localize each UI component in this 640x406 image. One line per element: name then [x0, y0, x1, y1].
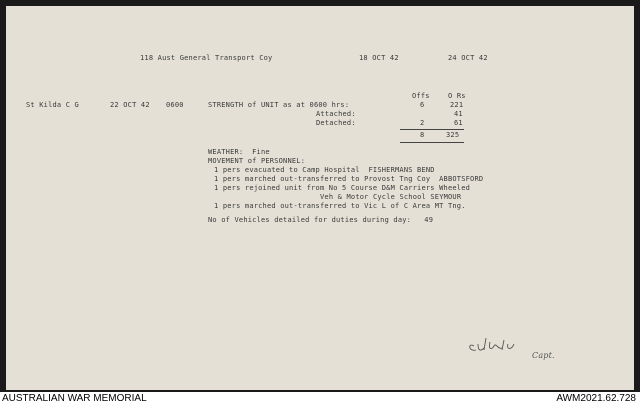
date-to: 24 OCT 42: [448, 54, 488, 62]
col-other-ranks: O Rs: [448, 92, 466, 100]
detached-label: Detached:: [316, 119, 356, 127]
movement-line-3-cont: Veh & Motor Cycle School SEYMOUR: [320, 193, 462, 201]
strength-officers: 6: [420, 101, 425, 109]
signature-rank: Capt.: [532, 351, 555, 360]
movement-heading: MOVEMENT of PERSONNEL:: [208, 157, 306, 165]
footer-archive-name: AUSTRALIAN WAR MEMORIAL: [2, 393, 147, 404]
attached-other-ranks: 41: [454, 110, 463, 118]
total-other-ranks: 325: [446, 131, 460, 139]
col-officers: Offs: [412, 92, 430, 100]
attached-label: Attached:: [316, 110, 356, 118]
total-rule-top: [400, 129, 464, 130]
movement-line-2: 1 pers marched out-transferred to Provost Tng Coy ABBOTSFORD: [214, 175, 484, 183]
entry-date: 22 OCT 42: [110, 101, 150, 109]
vehicles-line: No of Vehicles detailed for duties during day: 49: [208, 216, 434, 224]
date-from: 18 OCT 42: [359, 54, 399, 62]
weather-line: WEATHER: Fine: [208, 148, 270, 156]
unit-name: 118 Aust General Transport Coy: [140, 54, 273, 62]
strength-other-ranks: 221: [450, 101, 464, 109]
entry-time: 0600: [166, 101, 184, 109]
detached-other-ranks: 61: [454, 119, 463, 127]
movement-line-3: 1 pers rejoined unit from No 5 Course D&M Carriers Wheeled: [214, 184, 471, 192]
total-officers: 8: [420, 131, 425, 139]
total-rule-bottom: [400, 142, 464, 143]
war-diary-page: [6, 6, 634, 390]
movement-line-1: 1 pers evacuated to Camp Hospital FISHERMANS BEND: [214, 166, 435, 174]
strength-label: STRENGTH of UNIT as at 0600 hrs:: [208, 101, 350, 109]
detached-officers: 2: [420, 119, 425, 127]
footer-accession-number: AWM2021.62.728: [556, 393, 636, 404]
entry-place: St Kilda C G: [26, 101, 79, 109]
movement-line-4: 1 pers marched out-transferred to Vic L of C Area MT Tng.: [214, 202, 466, 210]
